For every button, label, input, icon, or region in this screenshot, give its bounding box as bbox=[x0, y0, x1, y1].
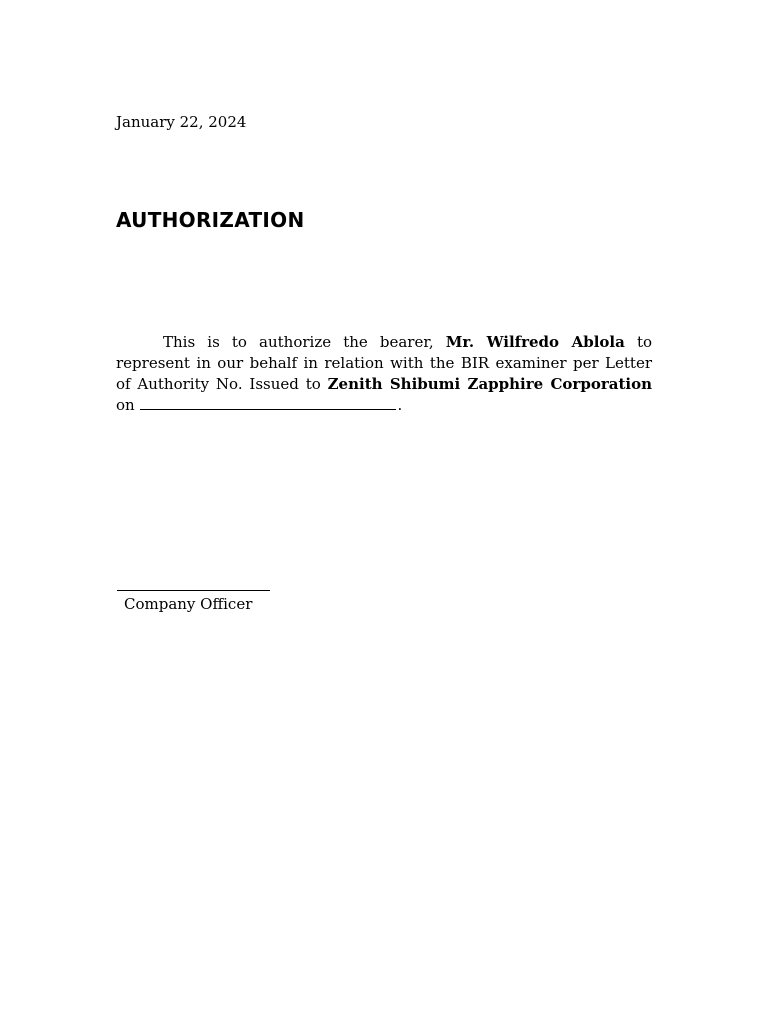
company-name: Zenith Shibumi Zapphire Corporation bbox=[327, 375, 652, 393]
body-text-intro: This is to authorize the bearer, bbox=[163, 333, 446, 351]
document-title: AUTHORIZATION bbox=[116, 208, 305, 232]
body-text-on: on bbox=[116, 396, 140, 414]
signatory-label: Company Officer bbox=[124, 595, 253, 613]
letter-date: January 22, 2024 bbox=[116, 113, 247, 131]
authorization-paragraph bbox=[116, 332, 652, 416]
body-text-end: . bbox=[397, 396, 403, 414]
date-blank-line bbox=[140, 395, 396, 410]
bearer-name: Mr. Wilfredo Ablola bbox=[445, 333, 625, 351]
signature-line bbox=[117, 590, 270, 591]
body-text-middle: to represent in our behalf in relation with the BIR examiner per Letter of Authority No. Issued to bbox=[116, 333, 653, 393]
